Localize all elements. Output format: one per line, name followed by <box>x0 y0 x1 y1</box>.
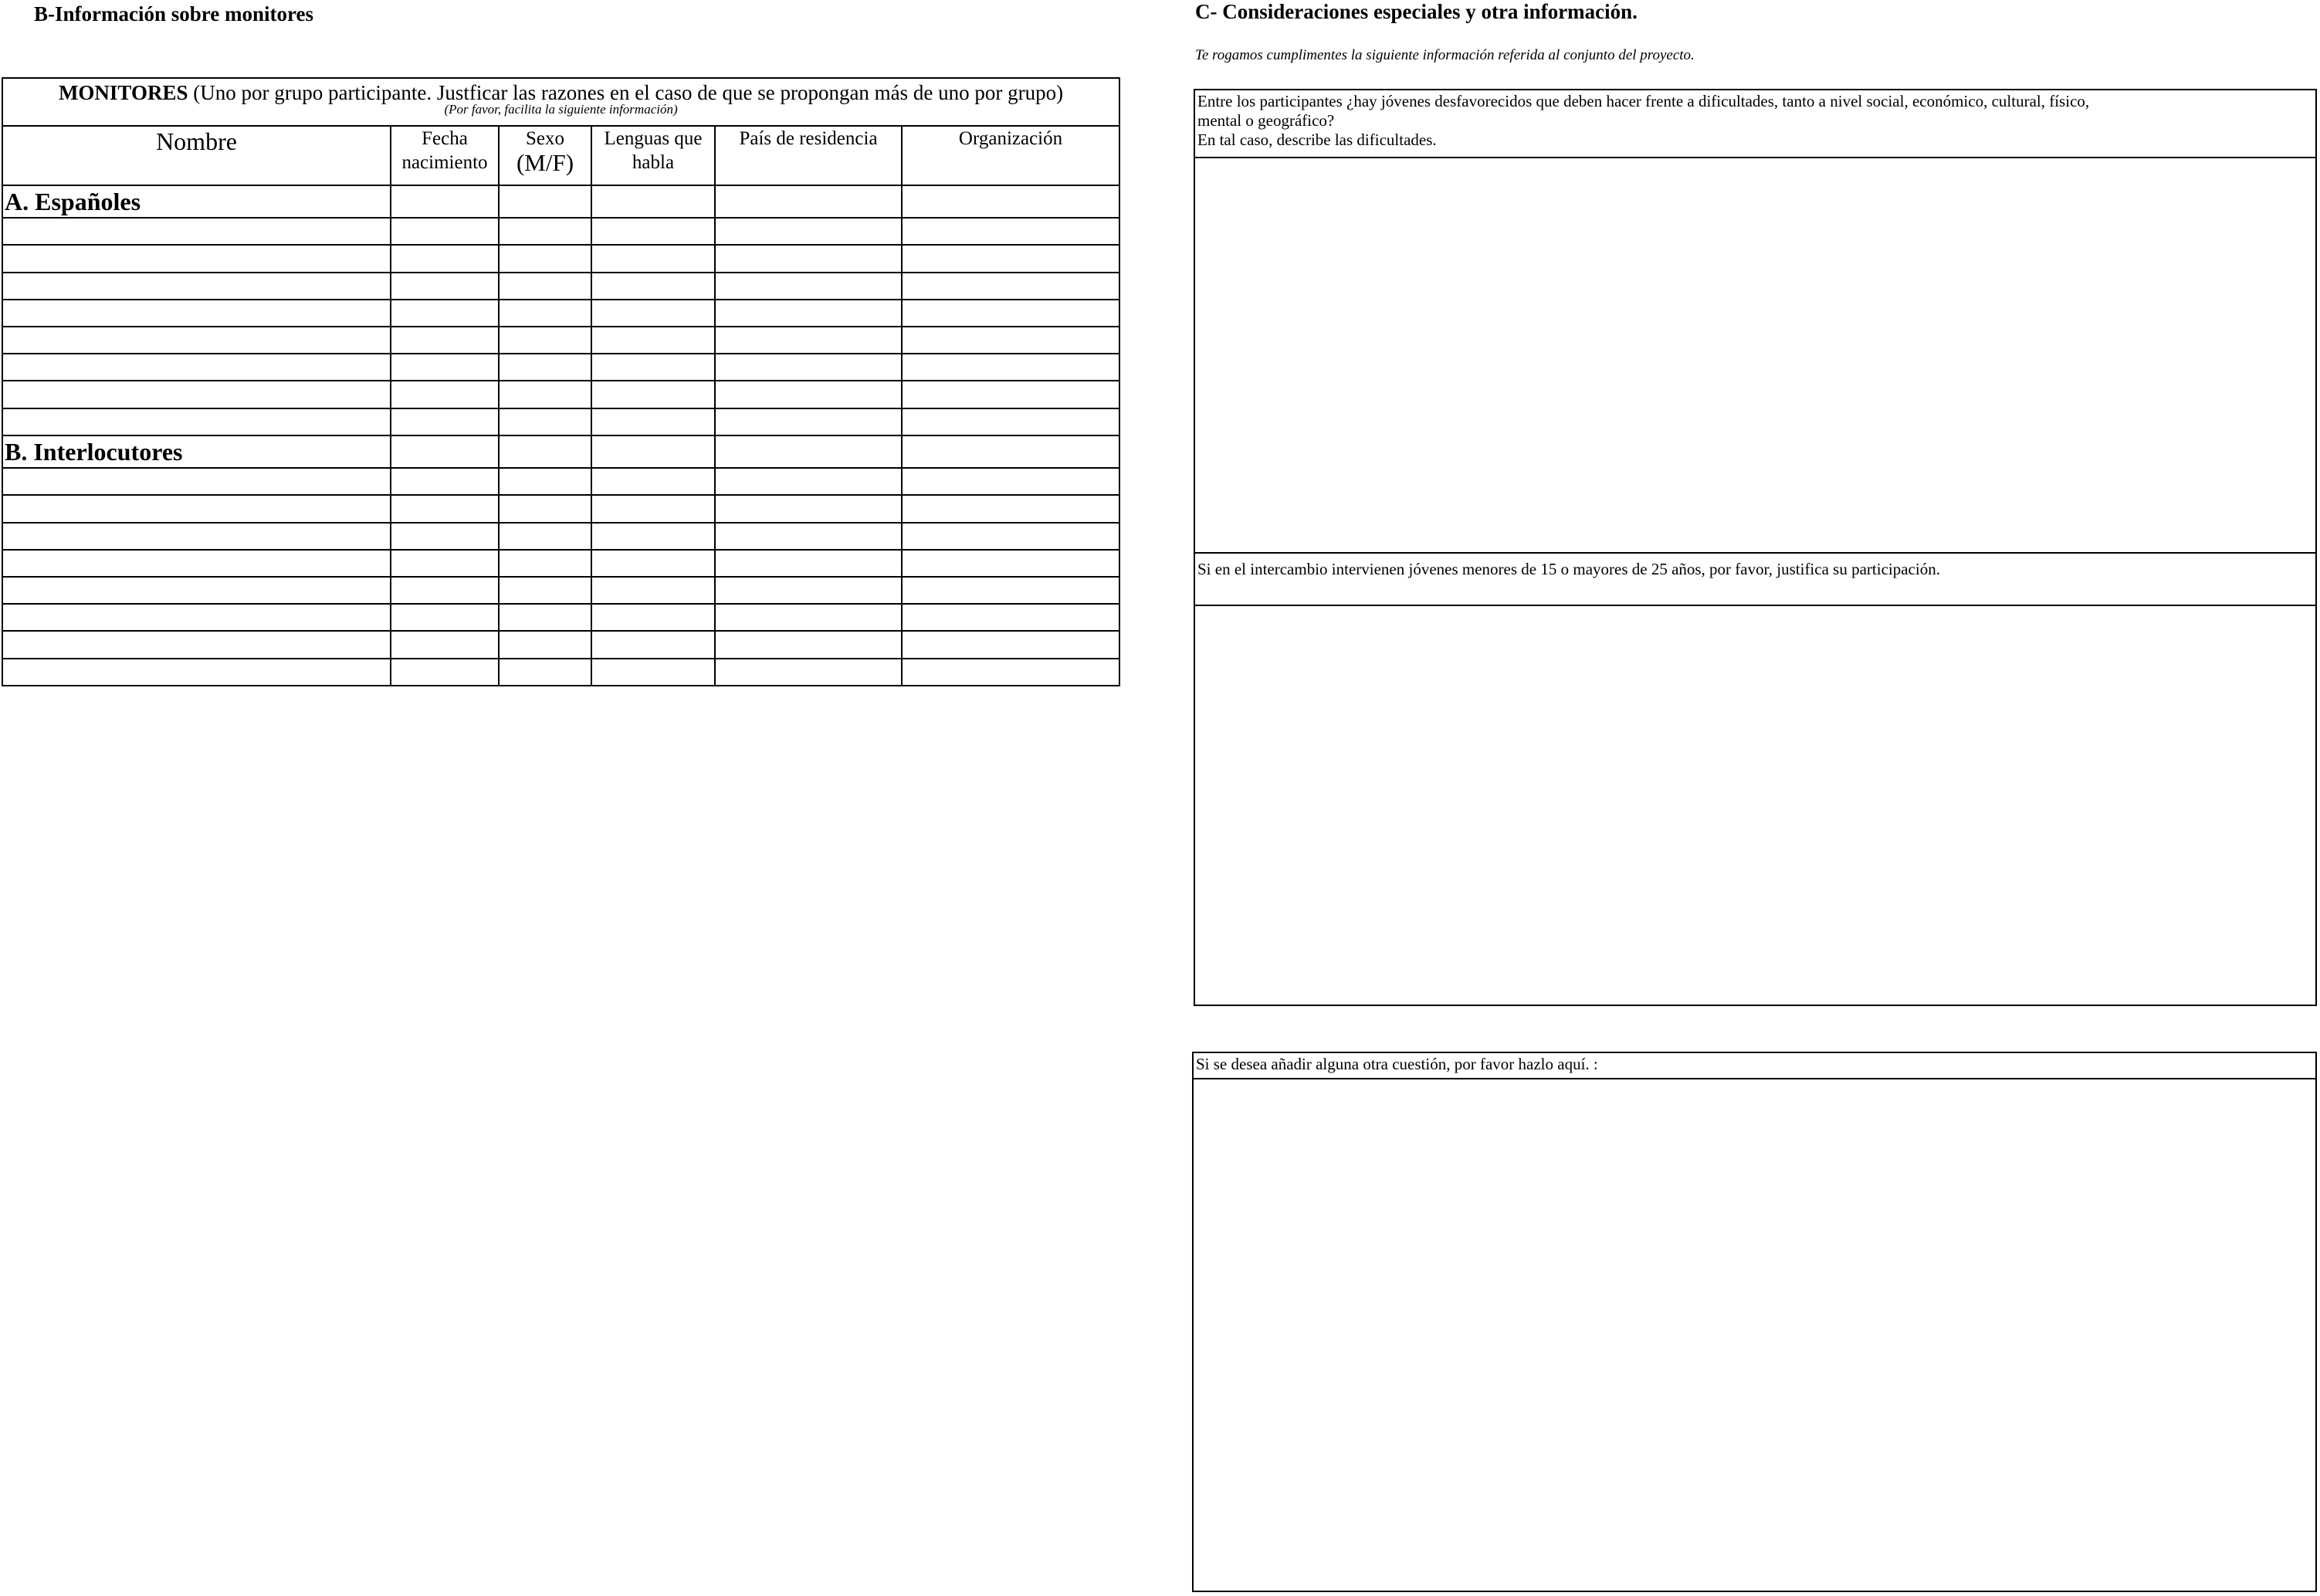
section-c-subheading: Te rogamos cumplimentes la siguiente información referida al conjunto del proyecto. <box>1195 47 1695 63</box>
table-cell[interactable] <box>715 408 902 435</box>
table-row <box>2 550 1119 577</box>
table-header-row <box>2 126 1119 185</box>
table-cell[interactable] <box>591 631 715 658</box>
table-cell[interactable] <box>391 185 499 218</box>
table-cell[interactable] <box>591 300 715 327</box>
table-cell[interactable] <box>591 245 715 272</box>
question-disadvantaged-line1: Entre los participantes ¿hay jóvenes desfavorecidos que deben hacer frente a dificultades, tanto a nivel social, económico, cultural, físico, <box>1197 92 2090 110</box>
table-cell[interactable] <box>499 354 591 381</box>
table-title-rest: (Uno por grupo participante. Justficar las razones en el caso de que se propongan más de uno por grupo) <box>188 81 1064 104</box>
col-header-lenguas <box>591 126 715 185</box>
table-cell[interactable] <box>391 408 499 435</box>
table-cell[interactable] <box>591 659 715 686</box>
table-title-row <box>2 78 1119 126</box>
table-cell[interactable] <box>902 659 1119 686</box>
table-cell[interactable] <box>2 245 391 272</box>
table-cell[interactable] <box>391 523 499 550</box>
table-cell[interactable] <box>499 523 591 550</box>
col-header-sexo <box>499 126 591 185</box>
table-cell[interactable] <box>2 354 391 381</box>
table-cell[interactable] <box>2 523 391 550</box>
table-cell[interactable] <box>591 577 715 604</box>
table-cell[interactable] <box>391 327 499 354</box>
table-cell[interactable] <box>715 218 902 245</box>
col-header-fecha-line1: Fecha <box>422 128 468 150</box>
table-cell[interactable] <box>391 468 499 495</box>
question-disadvantaged-line3: En tal caso, describe las dificultades. <box>1197 130 1437 149</box>
table-cell[interactable] <box>591 218 715 245</box>
table-cell[interactable] <box>715 273 902 300</box>
table-cell[interactable] <box>715 381 902 408</box>
table-row <box>2 631 1119 658</box>
table-cell[interactable] <box>715 604 902 631</box>
answer-age-justification[interactable] <box>1195 606 2315 1003</box>
table-cell[interactable] <box>391 495 499 522</box>
table-cell[interactable] <box>902 273 1119 300</box>
table-cell[interactable] <box>391 631 499 658</box>
answer-disadvantaged-youth[interactable] <box>1195 158 2315 554</box>
table-title-bold: MONITORES <box>58 81 188 104</box>
table-cell[interactable] <box>902 381 1119 408</box>
table-row <box>2 218 1119 245</box>
col-header-lenguas-line2: habla <box>632 152 675 174</box>
table-cell[interactable] <box>391 300 499 327</box>
table-cell[interactable] <box>715 659 902 686</box>
table-cell[interactable] <box>499 185 591 218</box>
table-cell[interactable] <box>391 577 499 604</box>
col-header-sexo-line1: Sexo <box>526 128 564 150</box>
table-title-note: (Por favor, facilita la siguiente información) <box>444 102 678 117</box>
table-cell[interactable] <box>2 577 391 604</box>
table-cell[interactable] <box>499 631 591 658</box>
other-questions-box <box>1192 1052 2317 1592</box>
table-cell[interactable] <box>2 381 391 408</box>
table-cell[interactable] <box>902 523 1119 550</box>
table-cell[interactable] <box>2 408 391 435</box>
table-cell[interactable] <box>2 550 391 577</box>
table-row <box>2 245 1119 272</box>
table-cell[interactable] <box>391 273 499 300</box>
table-cell[interactable] <box>499 604 591 631</box>
monitors-table <box>2 77 1120 686</box>
table-cell[interactable] <box>715 185 902 218</box>
table-cell[interactable] <box>591 523 715 550</box>
table-title-cell <box>2 78 1119 126</box>
col-header-organizacion: Organización <box>902 126 1119 185</box>
table-row <box>2 577 1119 604</box>
table-cell[interactable] <box>902 631 1119 658</box>
table-row <box>2 273 1119 300</box>
table-cell[interactable] <box>591 354 715 381</box>
table-cell[interactable] <box>499 659 591 686</box>
section-c-heading: C- Consideraciones especiales y otra información. <box>1195 0 1638 23</box>
table-cell[interactable] <box>499 327 591 354</box>
table-cell[interactable] <box>591 381 715 408</box>
table-cell[interactable] <box>391 218 499 245</box>
table-row <box>2 327 1119 354</box>
col-header-nombre: Nombre <box>2 126 391 185</box>
answer-other[interactable] <box>1194 1079 2315 1591</box>
section-b-heading: B-Información sobre monitores <box>34 2 313 25</box>
group-row-interlocutores <box>2 435 1119 468</box>
table-cell[interactable] <box>591 604 715 631</box>
table-cell[interactable] <box>499 550 591 577</box>
table-cell[interactable] <box>499 468 591 495</box>
table-cell[interactable] <box>715 550 902 577</box>
special-considerations-box <box>1194 89 2317 1006</box>
table-cell[interactable] <box>499 381 591 408</box>
table-row <box>2 408 1119 435</box>
table-row <box>2 300 1119 327</box>
table-cell[interactable] <box>715 577 902 604</box>
table-cell[interactable] <box>715 495 902 522</box>
table-cell[interactable] <box>902 354 1119 381</box>
group-label-interlocutores: B. Interlocutores <box>2 435 391 468</box>
table-row <box>2 659 1119 686</box>
table-cell[interactable] <box>499 218 591 245</box>
table-cell[interactable] <box>391 435 499 468</box>
table-cell[interactable] <box>902 435 1119 468</box>
table-cell[interactable] <box>591 495 715 522</box>
table-cell[interactable] <box>499 245 591 272</box>
table-cell[interactable] <box>391 659 499 686</box>
table-cell[interactable] <box>499 495 591 522</box>
table-cell[interactable] <box>902 495 1119 522</box>
table-cell[interactable] <box>2 631 391 658</box>
table-cell[interactable] <box>902 218 1119 245</box>
table-cell[interactable] <box>715 245 902 272</box>
table-cell[interactable] <box>715 435 902 468</box>
table-cell[interactable] <box>902 577 1119 604</box>
table-cell[interactable] <box>391 550 499 577</box>
table-cell[interactable] <box>391 354 499 381</box>
table-cell[interactable] <box>591 435 715 468</box>
table-cell[interactable] <box>591 468 715 495</box>
table-title <box>3 79 1119 105</box>
table-cell[interactable] <box>499 577 591 604</box>
question-disadvantaged-line2: mental o geográfico? <box>1197 111 1335 130</box>
table-cell[interactable] <box>715 523 902 550</box>
col-header-lenguas-line1: Lenguas que <box>604 128 703 150</box>
table-row <box>2 604 1119 631</box>
col-header-fecha-line2: nacimiento <box>401 152 488 174</box>
group-label-espanoles: A. Españoles <box>2 185 391 218</box>
table-row <box>2 354 1119 381</box>
table-cell[interactable] <box>2 300 391 327</box>
table-cell[interactable] <box>499 273 591 300</box>
table-row <box>2 495 1119 522</box>
table-cell[interactable] <box>715 631 902 658</box>
question-disadvantaged-youth <box>1195 90 2315 158</box>
table-cell[interactable] <box>2 604 391 631</box>
table-cell[interactable] <box>591 327 715 354</box>
table-cell[interactable] <box>2 273 391 300</box>
table-cell[interactable] <box>591 550 715 577</box>
table-cell[interactable] <box>499 435 591 468</box>
table-cell[interactable] <box>902 468 1119 495</box>
question-other: Si se desea añadir alguna otra cuestión, por favor hazlo aquí. : <box>1194 1053 2315 1079</box>
group-row-espanoles <box>2 185 1119 218</box>
table-cell[interactable] <box>2 659 391 686</box>
table-cell[interactable] <box>902 185 1119 218</box>
table-cell[interactable] <box>2 327 391 354</box>
table-row <box>2 468 1119 495</box>
table-cell[interactable] <box>2 218 391 245</box>
table-cell[interactable] <box>902 408 1119 435</box>
table-cell[interactable] <box>715 327 902 354</box>
question-age-justification: Si en el intercambio intervienen jóvenes menores de 15 o mayores de 25 años, por favor, justifica su participación. <box>1195 554 2315 606</box>
table-cell[interactable] <box>902 300 1119 327</box>
table-cell[interactable] <box>902 327 1119 354</box>
table-row <box>2 381 1119 408</box>
table-cell[interactable] <box>591 185 715 218</box>
table-cell[interactable] <box>902 245 1119 272</box>
table-cell[interactable] <box>715 354 902 381</box>
col-header-pais: País de residencia <box>715 126 902 185</box>
table-cell[interactable] <box>391 604 499 631</box>
table-cell[interactable] <box>902 550 1119 577</box>
table-cell[interactable] <box>391 381 499 408</box>
table-cell[interactable] <box>2 495 391 522</box>
table-cell[interactable] <box>2 468 391 495</box>
table-cell[interactable] <box>715 468 902 495</box>
col-header-fecha <box>391 126 499 185</box>
table-cell[interactable] <box>499 300 591 327</box>
table-cell[interactable] <box>499 408 591 435</box>
table-cell[interactable] <box>715 300 902 327</box>
table-cell[interactable] <box>391 245 499 272</box>
table-cell[interactable] <box>591 408 715 435</box>
table-row <box>2 523 1119 550</box>
table-cell[interactable] <box>591 273 715 300</box>
table-cell[interactable] <box>902 604 1119 631</box>
col-header-sexo-line2: (M/F) <box>516 149 574 177</box>
